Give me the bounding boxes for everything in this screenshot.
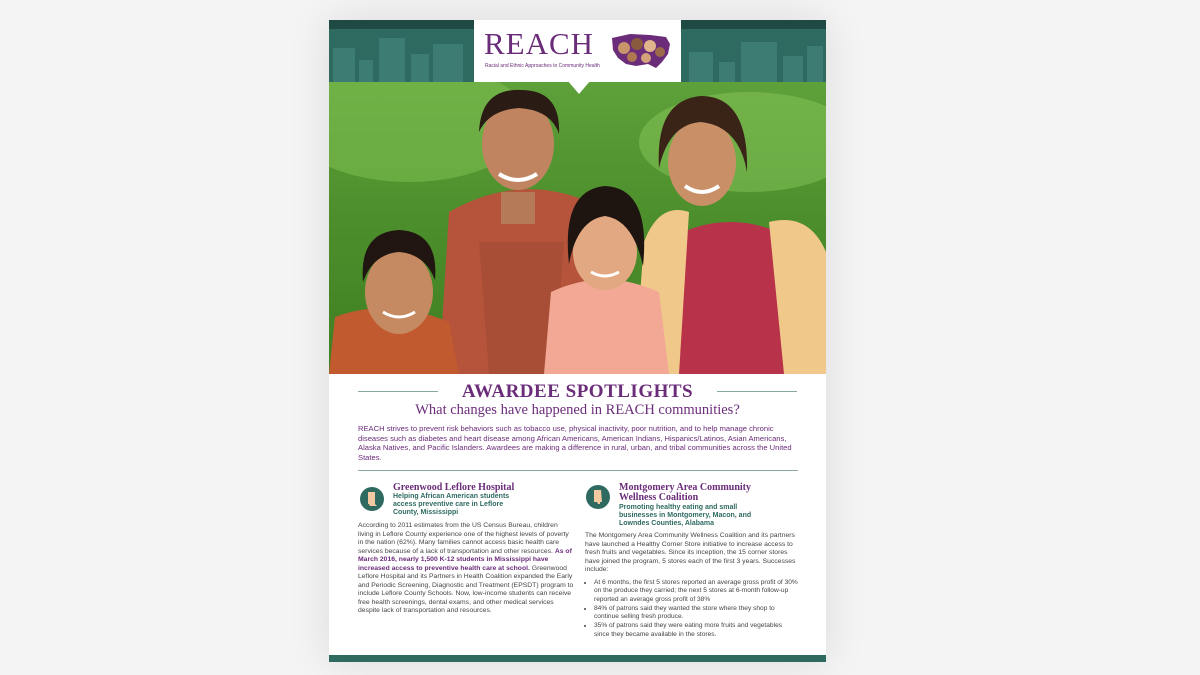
family-photo <box>329 82 826 374</box>
right-column-subtitle: Promoting healthy eating and small businesses in Montgomery, Macon, and Lowndes Counties, Alabama <box>619 504 752 528</box>
right-column-title: Montgomery Area Community Wellness Coalition <box>619 482 752 503</box>
right-column-bullets <box>585 579 799 640</box>
family-photo-illustration <box>329 82 826 374</box>
section-subheading: What changes have happened in REACH communities? <box>415 402 740 418</box>
building-silhouette <box>333 48 355 82</box>
mississippi-state-icon <box>360 487 384 511</box>
left-body-highlight: As of March 2016, nearly 1,500 K-12 students in Mississippi have increased access to preventive health care at school. <box>358 547 572 572</box>
fact-sheet-page <box>329 20 826 662</box>
building-silhouette <box>411 54 429 82</box>
logo-pointer <box>567 80 591 94</box>
left-column-body <box>358 522 574 616</box>
building-silhouette <box>379 38 405 82</box>
alabama-state-icon <box>586 485 610 509</box>
list-item: • 84% of patrons said they wanted the store where they shop to continue selling fresh produce. <box>594 605 799 622</box>
logo-tagline: Racial and Ethnic Approaches to Community Health <box>485 63 600 69</box>
footer-bar <box>329 655 826 662</box>
building-silhouette <box>741 42 777 82</box>
building-silhouette <box>807 46 823 82</box>
list-item: • At 6 months, the first 5 stores reported an average gross profit of 30% on the produce they carried; the next 5 stores at 6-month follow-up reported an average gross profit of 38% <box>594 579 799 604</box>
building-silhouette <box>433 44 463 82</box>
list-item: • 35% of patrons said they were eating more fruits and vegetables since they became available in the stores. <box>594 622 799 639</box>
us-map-faces-icon <box>610 28 672 74</box>
header-banner <box>329 20 826 82</box>
left-body-intro: According to 2011 estimates from the US Census Bureau, children living in Leflore County experience one of the highest levels of poverty in the nation (62%). Many families cannot access basic health care services because of a lack of transportation and other resources. <box>358 522 569 555</box>
left-body-details: Greenwood Leflore Hospital and its Partners in Health Coalition expanded the Early and Periodic Screening, Diagnostic and Treatment (EPSDT) program to include Leflore County Schools. Now, low-income students can receive free health screenings, dental exams, and other medical services despite lack of transportation and resources. <box>358 564 574 614</box>
building-silhouette <box>359 60 373 82</box>
section-heading: AWARDEE SPOTLIGHTS <box>461 381 694 402</box>
section-divider <box>358 470 798 471</box>
building-silhouette <box>719 62 735 82</box>
intro-paragraph: REACH strives to prevent risk behaviors such as tobacco use, physical inactivity, poor nutrition, and to help manage chronic diseases such as diabetes and heart disease among African Americans, American Indians, Hispanics/Latinos, Asian Americans, Alaska Natives, and Pacific Islanders. Awardees are making a difference in rural, urban, and tribal communities across the United States. <box>358 424 792 462</box>
building-silhouette <box>689 52 713 82</box>
left-column-subtitle: Helping African American students access preventive care in Leflore County, Mississippi <box>393 493 510 517</box>
right-column-body: The Montgomery Area Community Wellness Coalition and its partners have launched a Healthy Corner Store initiative to increase access to fresh fruits and vegetables. Since its inception, the 15 corner stores have joined the program, 5 stores each of the first 3 years. Successes include: <box>585 532 796 573</box>
left-column-title: Greenwood Leflore Hospital <box>393 482 515 493</box>
reach-logo <box>474 20 681 82</box>
building-silhouette <box>783 56 803 82</box>
logo-wordmark: REACH <box>484 26 595 61</box>
